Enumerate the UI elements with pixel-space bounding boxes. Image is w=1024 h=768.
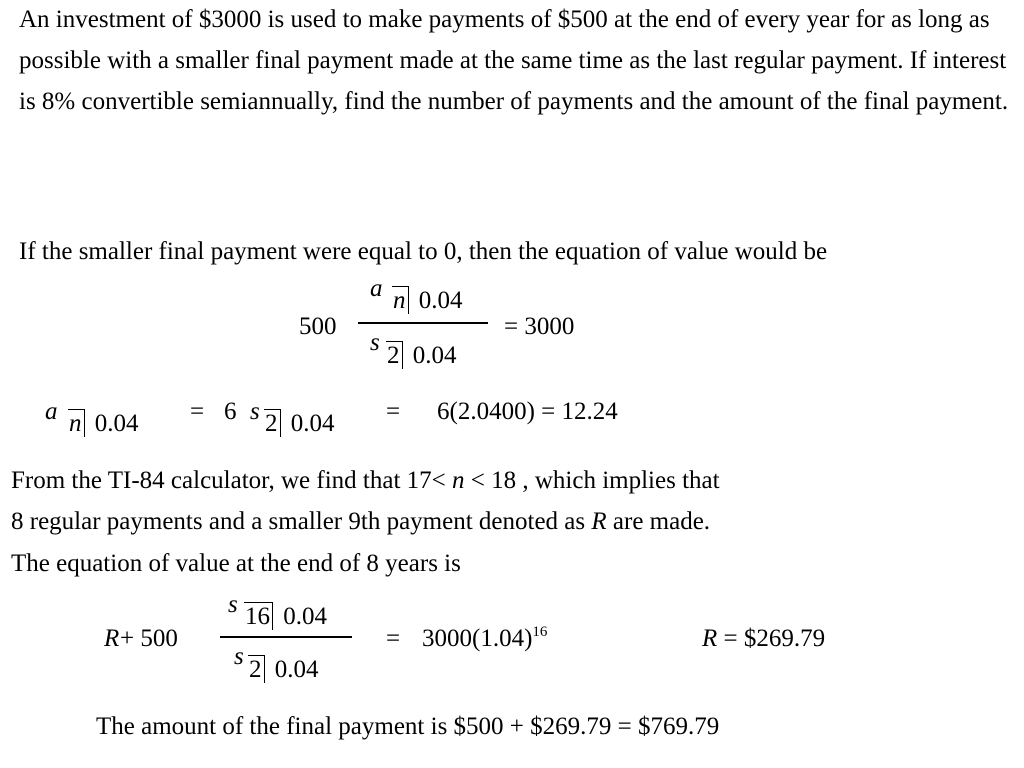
eq3-equals: =: [386, 625, 401, 652]
eq2-s-rate: 0.04: [290, 410, 335, 437]
eq3-numerator-subscript: [244, 603, 327, 631]
eq2-accum-s: s: [250, 398, 260, 425]
eq3-plus-500: + 500: [120, 625, 178, 652]
p3-lt1: <: [431, 467, 446, 494]
p3-n: n: [452, 467, 465, 494]
eq3-accum-s-den: s: [234, 643, 244, 670]
eq1-denominator-subscript: [386, 342, 457, 370]
eq3-fraction-bar: [220, 636, 352, 638]
eq3-denominator-subscript: [248, 656, 319, 684]
eq1-annuity-a: a: [370, 275, 383, 302]
eq2-annuity-a: a: [45, 398, 58, 425]
eq1-coefficient: 500: [299, 313, 337, 340]
eq1-accum-s: s: [370, 329, 380, 356]
eq3-num-rate: 0.04: [283, 603, 327, 630]
calculator-result-line1: [11, 467, 720, 495]
eq2-result: 6(2.0400) = 12.24: [437, 398, 618, 425]
eq3-answer-R: R: [702, 625, 718, 652]
eq1-rhs: = 3000: [504, 313, 575, 340]
eq2-a-subscript: [68, 410, 139, 438]
p3-lt2: <: [470, 467, 485, 494]
eq3-den-angle-n: 2: [248, 655, 265, 683]
eq3-num-angle-n: 16: [244, 602, 273, 630]
eq2-a-rate: 0.04: [94, 410, 139, 437]
eq1-numerator-subscript: [392, 287, 463, 315]
final-payment-statement: The amount of the final payment is $500 + $269.79 = $769.79: [96, 713, 720, 740]
eq2-six: 6: [224, 398, 237, 425]
eq3-R: R: [104, 625, 120, 652]
p3-line2a: 8 regular payments and a smaller 9th payment denoted as: [11, 508, 592, 535]
eq2-s-subscript: [264, 410, 335, 438]
eq2-equals-a: =: [190, 398, 205, 425]
eq3-answer-value: = $269.79: [717, 625, 826, 652]
p3-start: From the TI-84 calculator, we find that 17: [11, 467, 432, 494]
eq1-den-angle-n: 2: [386, 341, 403, 369]
eq3-accum-s-num: s: [228, 591, 238, 618]
eq1-fraction-bar: [358, 322, 488, 324]
eq3-rhs-base: 3000(1.04): [422, 625, 533, 652]
intro-equation-text: If the smaller final payment were equal to 0, then the equation of value would be: [19, 238, 828, 265]
p3-line2b: are made.: [606, 508, 711, 535]
eq2-s-angle-n: 2: [264, 409, 281, 437]
calculator-result-line3: The equation of value at the end of 8 years is: [11, 550, 461, 577]
eq2-a-angle-n: n: [68, 409, 85, 437]
eq1-num-angle-n: n: [392, 286, 409, 314]
p3-end: 18 , which implies that: [484, 467, 720, 494]
eq1-num-rate: 0.04: [418, 287, 463, 314]
eq3-answer: [702, 625, 825, 653]
p3-line2-R: R: [591, 508, 607, 535]
eq2-equals-b: =: [386, 398, 401, 425]
eq3-rhs: [422, 625, 547, 653]
eq1-den-rate: 0.04: [412, 342, 457, 369]
eq3-rhs-exponent: 16: [532, 624, 548, 640]
eq3-den-rate: 0.04: [274, 656, 319, 683]
calculator-result-line2: [11, 508, 710, 536]
problem-statement: An investment of $3000 is used to make payments of $500 at the end of every year for as long as possible with a smaller final payment made at the same time as the last regular payment. If interest is 8% convertible semiannually, find the number of payments and the amount of the final payment.: [19, 6, 1009, 115]
